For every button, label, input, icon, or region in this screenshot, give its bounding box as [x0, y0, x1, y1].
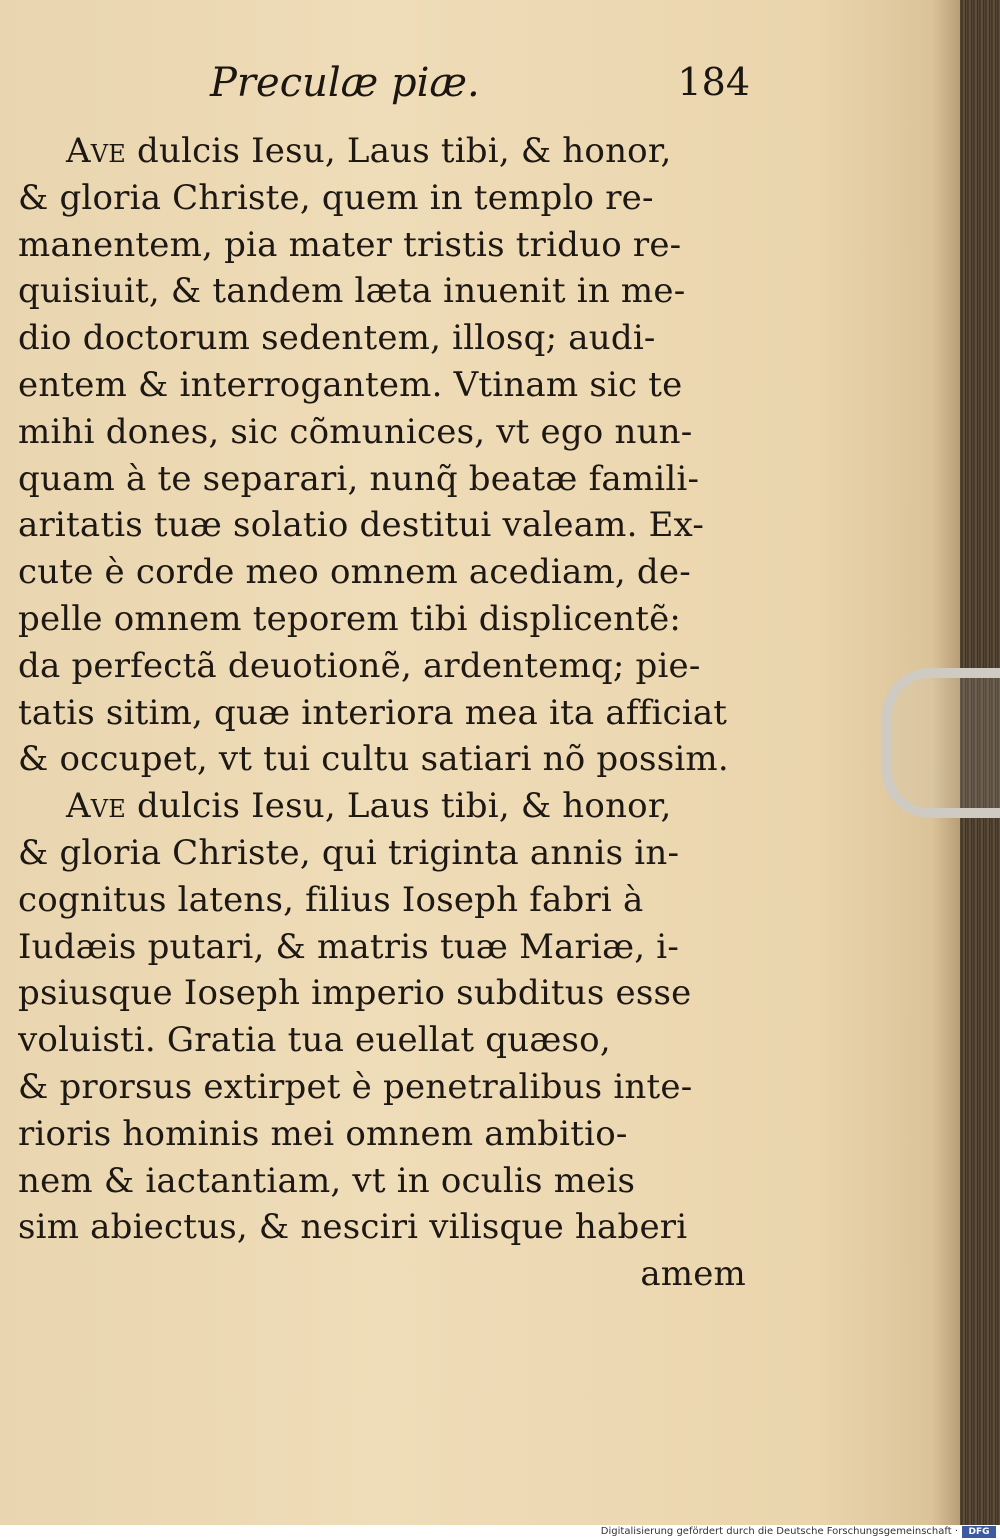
text-line: Ave dulcis Iesu, Laus tibi, & honor, — [66, 131, 672, 171]
text-line: pelle omnem teporem tibi displicentẽ: — [18, 598, 682, 639]
paragraph-lead: Ave — [66, 786, 127, 827]
page-number: 184 — [677, 60, 750, 104]
text-line: mihi dones, sic cõmunices, vt ego nun- — [18, 411, 693, 452]
text-line: rioris hominis mei omnem ambitio- — [18, 1113, 628, 1154]
text-line: Iudæis putari, & matris tuæ Mariæ, i- — [18, 926, 680, 967]
text-line: tatis sitim, quæ interiora mea ita afficiat — [18, 692, 728, 733]
text-line: & prorsus extirpet è penetralibus inte- — [18, 1066, 693, 1107]
text-line: quisiuit, & tandem læta inuenit in me- — [18, 271, 686, 312]
text-line: cute è corde meo omnem acediam, de- — [18, 552, 691, 593]
text-line: aritatis tuæ solatio destitui valeam. Ex- — [18, 505, 705, 546]
text-line: cognitus latens, filius Ioseph fabri à — [18, 879, 644, 920]
text-line: nem & iactantiam, vt in oculis meis — [18, 1160, 636, 1201]
text-line: & gloria Christe, qui triginta annis in- — [18, 832, 680, 873]
text-line: entem & interrogantem. Vtinam sic te — [18, 364, 683, 405]
text-line: da perfectã deuotionẽ, ardentemq; pie- — [18, 645, 701, 686]
paragraph-2 — [18, 783, 748, 1251]
book-clasp — [882, 668, 1000, 818]
text-line: quam à te separari, nunq̃ beatæ famili- — [18, 458, 700, 499]
body-text — [18, 128, 748, 1298]
text-line: manentem, pia mater tristis triduo re- — [18, 224, 682, 265]
page-header — [210, 60, 750, 110]
paragraph-lead: Ave — [66, 131, 127, 171]
dfg-logo: DFG — [962, 1526, 996, 1538]
text-line: & gloria Christe, quem in templo re- — [18, 177, 654, 218]
catchword: amem — [640, 1254, 746, 1295]
text-line: voluisti. Gratia tua euellat quæso, — [18, 1020, 611, 1061]
text-line: Ave dulcis Iesu, Laus tibi, & honor, — [66, 786, 672, 827]
text-line: psiusque Ioseph imperio subditus esse — [18, 973, 692, 1014]
text-line: sim abiectus, & nesciri vilisque haberi — [18, 1207, 688, 1248]
footer-bar — [0, 1525, 1000, 1540]
text-line: dio doctorum sedentem, illosq; audi- — [18, 318, 656, 359]
digitization-credit: Digitalisierung gefördert durch die Deutsche Forschungsgemeinschaft · — [600, 1526, 958, 1537]
text-line: & occupet, vt tui cultu satiari nõ possim. — [18, 739, 729, 780]
paragraph-1 — [18, 128, 748, 783]
running-head: Preculæ piæ. — [210, 60, 480, 106]
